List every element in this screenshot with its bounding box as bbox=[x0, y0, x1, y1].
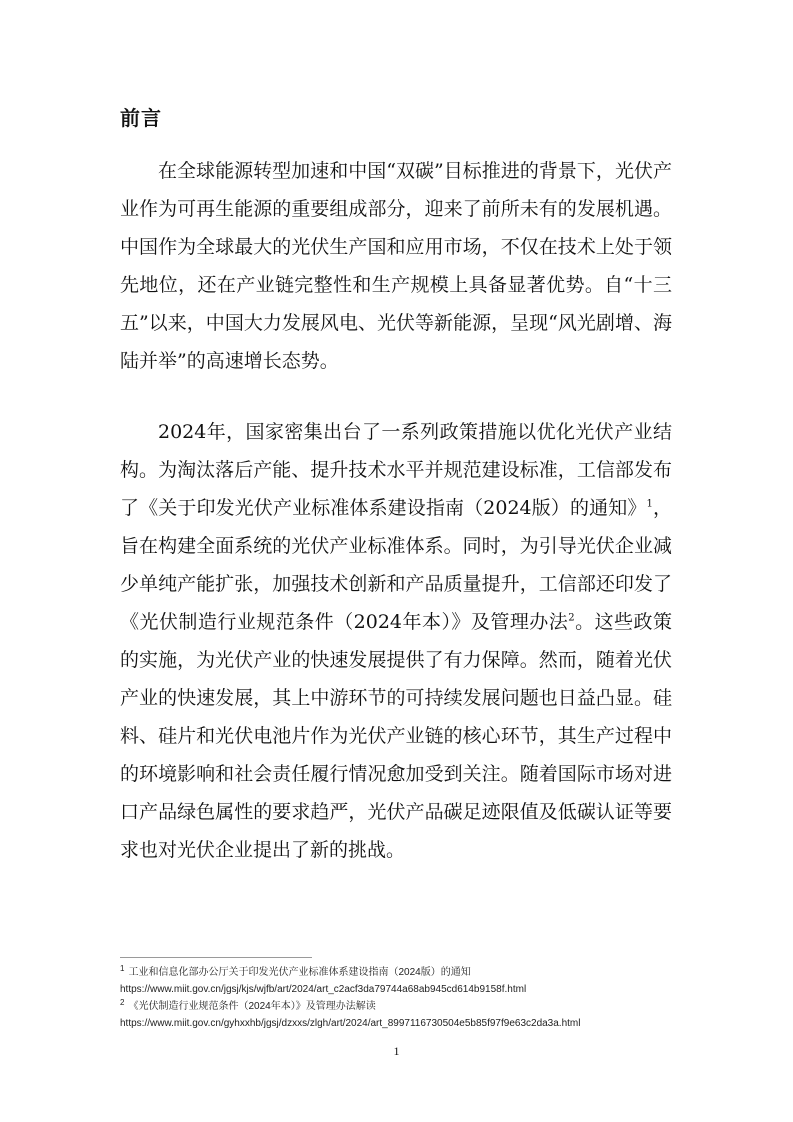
footnote-2-text[interactable]: 《光伏制造行业规范条件（2024年本）》及管理办法解读 https://www.miit.gov.cn/gyhxxhb/jgsj/dzxxs/zlgh/art/2024/art_8997116730504e5b85f97f9e63c2da3a.html bbox=[120, 1001, 581, 1029]
paragraph-1-text: 在全球能源转型加速和中国“双碳”目标推进的背景下，光伏产业作为可再生能源的重要组成部分，迎来了前所未有的发展机遇。中国作为全球最大的光伏生产国和应用市场，不仅在技术上处于领先地位，还在产业链完整性和生产规模上具备显著优势。自“十三五”以来，中国大力发展风电、光伏等新能源，呈现“风光剧增、海陆并举”的高速增长态势。 bbox=[120, 160, 672, 372]
footnote-2-mark: 2 bbox=[120, 997, 125, 1007]
body-paragraph-1 bbox=[120, 152, 672, 380]
paragraph-2-part-2: ，旨在构建全面系统的光伏产业标准体系。同时，为引导光伏企业减少单纯产能扩张，加强技术创新和产品质量提升，工信部还印发了《光伏制造行业规范条件（2024年本）》及管理办法 bbox=[120, 497, 672, 633]
footnote-1-mark: 1 bbox=[120, 963, 125, 973]
paragraph-2-part-1: 2024年，国家密集出台了一系列政策措施以优化光伏产业结构。为淘汰落后产能、提升技术水平并规范建设标准，工信部发布了《关于印发光伏产业标准体系建设指南（2024版）的通知》 bbox=[120, 421, 672, 519]
footnote-1 bbox=[120, 964, 680, 998]
footnotes bbox=[120, 964, 680, 1032]
footnote-2 bbox=[120, 998, 680, 1032]
footnote-ref-2[interactable]: 2 bbox=[568, 612, 575, 624]
paragraph-2-part-3: 。这些政策的实施，为光伏产业的快速发展提供了有力保障。然而，随着光伏产业的快速发展，其上中游环节的可持续发展问题也日益凸显。硅料、硅片和光伏电池片作为光伏产业链的核心环节，其生产过程中的环境影响和社会责任履行情况愈加受到关注。随着国际市场对进口产品绿色属性的要求趋严，光伏产品碳足迹限值及低碳认证等要求也对光伏企业提出了新的挑战。 bbox=[120, 611, 672, 861]
page-number: 1 bbox=[393, 1044, 400, 1058]
body-paragraph-2 bbox=[120, 413, 672, 869]
footnote-separator bbox=[120, 957, 312, 958]
footnote-1-text[interactable]: 工业和信息化部办公厅关于印发光伏产业标准体系建设指南（2024版）的通知 https://www.miit.gov.cn/jgsj/kjs/wjfb/art/2024/art_c2acf3da79744a68ab945cd614b9158f.html bbox=[120, 967, 527, 995]
section-heading: 前言 bbox=[120, 106, 162, 130]
footnote-ref-1[interactable]: 1 bbox=[646, 498, 653, 510]
paragraph-2-text bbox=[120, 413, 672, 869]
